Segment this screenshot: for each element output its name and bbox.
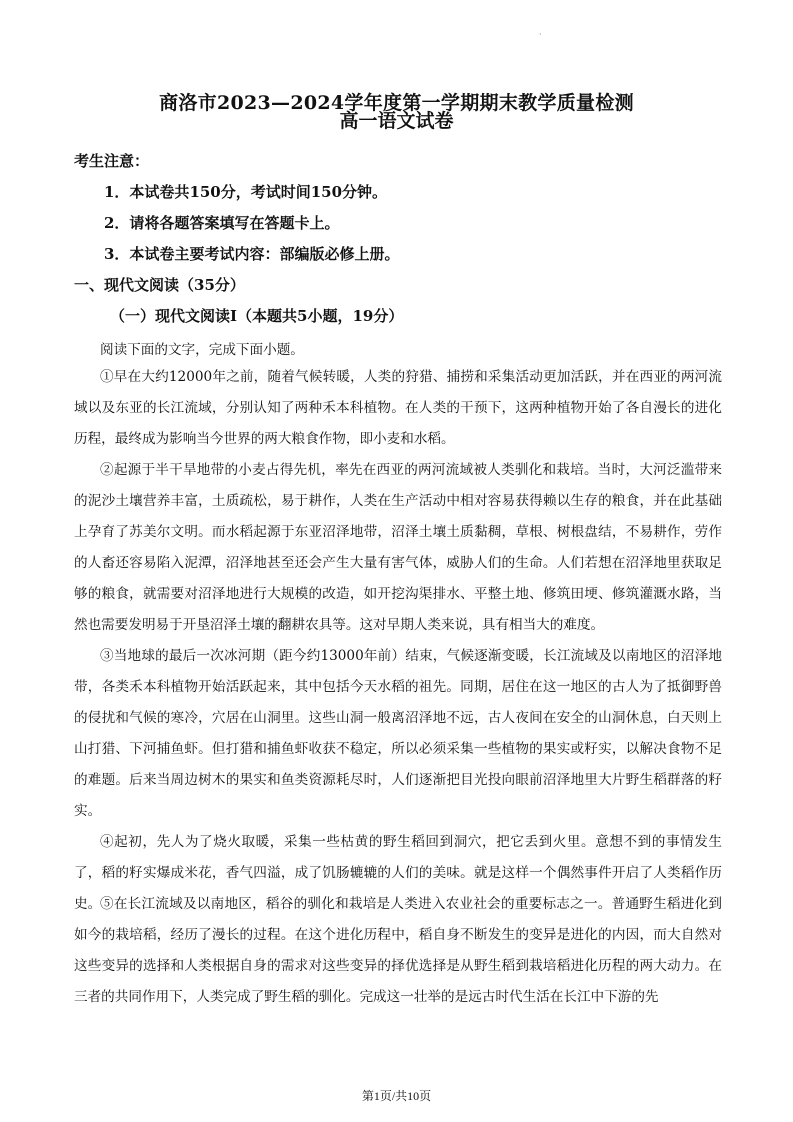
exam-subtitle: 高一语文试卷 — [339, 110, 454, 132]
section-heading: 一、现代文阅读（35分） — [74, 276, 245, 294]
passage-paragraph-2: ②起源于半干旱地带的小麦占得先机，率先在西亚的两河流域被人类驯化和栽培。当时，大河泛滥带来的泥沙土壤营养丰富，土质疏松，易于耕作，人类在生产活动中相对容易获得赖以生存的粮食，并在此基础上孕育了苏美尔文明。而水稻起源于东亚沼泽地带，沼泽土壤土质黏稠，草根、树根盘结，不易耕作，劳作的人畜还容易陷入泥潭，沼泽地甚至还会产生大量有害气体，威胁人们的生命。人们若想在沼泽地里获取足够的粮食，就需要对沼泽地进行大规模的改造，如开挖沟渠排水、平整土地、修筑田埂、修筑灌溉水路，当然也需要发明易于开垦沼泽土壤的翻耕农具等。这对早期人类来说，具有相当大的难度。 — [74, 462, 722, 633]
notice-item: 3．本试卷主要考试内容：部编版必修上册。 — [104, 245, 400, 263]
subsection-heading: （一）现代文阅读Ⅰ（本题共5小题，19分） — [110, 307, 404, 325]
notice-item: 1．本试卷共150分，考试时间150分钟。 — [104, 183, 388, 201]
notice-heading: 考生注意： — [74, 152, 150, 170]
notice-item: 2．请将各题答案填写在答题卡上。 — [104, 214, 340, 232]
passage-paragraph-1: ①早在大约12000年之前，随着气候转暖，人类的狩猎、捕捞和采集活动更加活跃，并在西亚的两河流域以及东亚的长江流域，分别认知了两种禾本科植物。在人类的干预下，这两种植物开始了各自漫长的进化历程，最终成为影响当今世界的两大粮食作物，即小麦和水稻。 — [74, 369, 722, 447]
exam-title: 商洛市2023—2024学年度第一学期期末教学质量检测 — [159, 92, 634, 114]
passage-paragraph-4: ④起初，先人为了烧火取暖，采集一些枯黄的野生稻回到洞穴，把它丢到火里。意想不到的事情发生了，稻的籽实爆成米花，香气四溢，成了饥肠辘辘的人们的美味。就是这样一个偶然事件开启了人类稻作历史。 — [74, 834, 722, 912]
reading-instruction: 阅读下面的文字，完成下面小题。 — [100, 342, 304, 358]
scan-mark: · — [539, 30, 542, 39]
page-number: 第1页/共10页 — [361, 1089, 432, 1103]
passage-paragraph-3: ③当地球的最后一次冰河期（距今约13000年前）结束，气候逐渐变暖，长江流域及以南地区的沼泽地带，各类禾本科植物开始活跃起来，其中包括今天水稻的祖先。同期，居住在这一地区的古人为了抵御野兽的侵扰和气候的寒冷，穴居在山洞里。这些山洞一般离沼泽地不远，古人夜间在安全的山洞休息，白天则上山打猎、下河捕鱼虾。但打猎和捕鱼虾收获不稳定，所以必须采集一些植物的果实或籽实，以解决食物不足的难题。后来当周边树木的果实和鱼类资源耗尽时，人们逐渐把目光投向眼前沼泽地里大片野生稻群落的籽实。 — [74, 648, 722, 819]
passage-paragraph-5: ⑤在长江流域及以南地区，稻谷的驯化和栽培是人类进入农业社会的重要标志之一。普通野生稻进化到如今的栽培稻，经历了漫长的过程。在这个进化历程中，稻自身不断发生的变异是进化的内因，而大自然对这些变异的选择和人类根据自身的需求对这些变异的择优选择是从野生稻到栽培稻进化历程的两大动力。在三者的共同作用下，人类完成了野生稻的驯化。完成这一壮举的是远古时代生活在长江中下游的先 — [74, 896, 722, 1005]
